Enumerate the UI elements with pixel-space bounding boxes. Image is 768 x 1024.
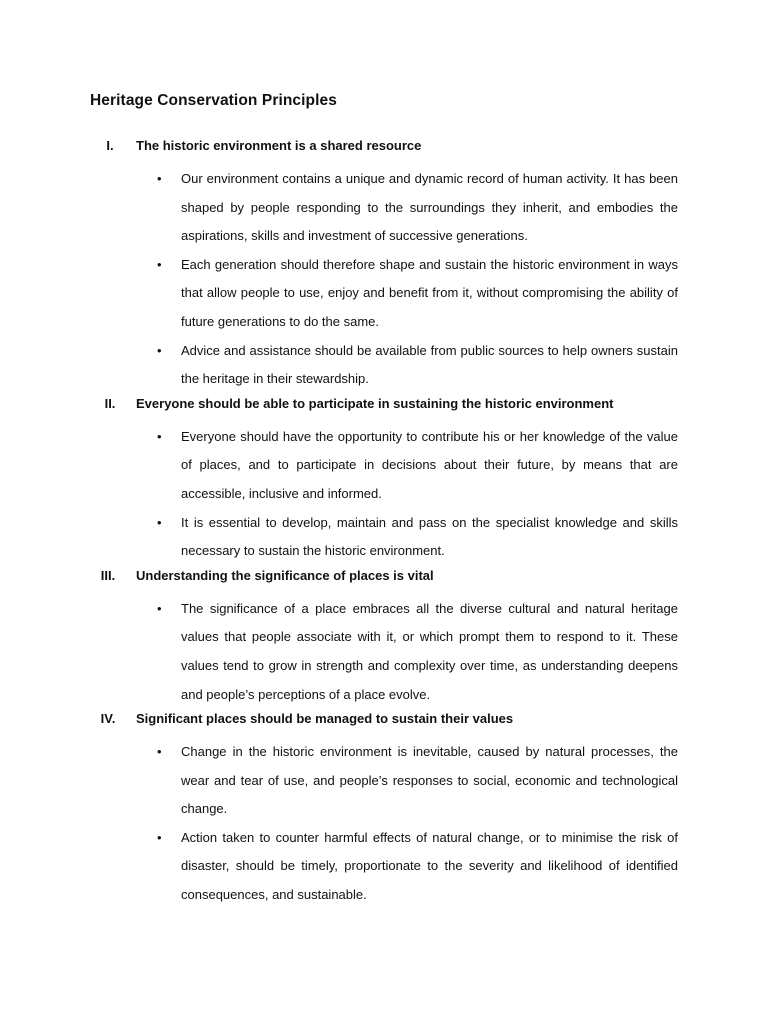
bullet-icon: • (157, 256, 162, 272)
section-numeral: II. (104, 395, 116, 411)
bullet-icon: • (157, 829, 162, 845)
list-item (157, 824, 678, 910)
list-item (157, 251, 678, 337)
principles-list (0, 136, 768, 910)
bullet-icon: • (157, 744, 162, 760)
section-title: Everyone should be able to participate in sustaining the historic environment (136, 395, 614, 411)
section-numeral: III. (100, 567, 116, 583)
section-title: Understanding the significance of places is vital (136, 567, 434, 583)
bullet-text: Change in the historic environment is inevitable, caused by natural processes, the wear and tear of use, and people’s responses to social, economic and technological change. (181, 744, 678, 817)
bullet-icon: • (157, 171, 162, 186)
section-heading (0, 136, 768, 165)
bullet-text: Everyone should have the opportunity to contribute his or her knowledge of the value of places, and to participate in decisions about their future, by means that are accessible, inclusive and informed. (181, 428, 678, 501)
section-title: The historic environment is a shared resource (136, 138, 422, 153)
list-item (157, 738, 678, 824)
section-heading (0, 566, 768, 595)
bullet-icon: • (157, 600, 162, 616)
bullet-text: Advice and assistance should be available from public sources to help owners sustain the heritage in their stewardship. (181, 342, 678, 387)
bullet-text: Action taken to counter harmful effects of natural change, or to minimise the risk of disaster, should be timely, proportionate to the severity and likelihood of identified consequences, and sustainable. (181, 829, 678, 903)
list-item (157, 595, 678, 709)
section-heading (0, 394, 768, 423)
list-item (157, 165, 678, 251)
bullet-text: It is essential to develop, maintain and pass on the specialist knowledge and skills necessary to sustain the historic environment. (181, 514, 678, 559)
bullet-icon: • (157, 342, 162, 358)
list-item (157, 337, 678, 394)
document-title: Heritage Conservation Principles (90, 92, 337, 109)
bullet-icon: • (157, 428, 162, 444)
section-title: Significant places should be managed to sustain their values (136, 711, 514, 727)
section-numeral: IV. (100, 711, 116, 727)
list-item (157, 423, 678, 509)
list-item (157, 509, 678, 566)
section-heading (0, 709, 768, 738)
bullet-text: The significance of a place embraces all the diverse cultural and natural heritage values that people associate with it, or which prompt them to respond to it. These values tend to grow in strength and complexity over time, as understanding deepens and people’s perceptions of a place evolve. (181, 600, 678, 702)
bullet-text: Our environment contains a unique and dynamic record of human activity. It has been shaped by people responding to the surroundings they inherit, and embodies the aspirations, skills and investment of successive generations. (181, 171, 678, 244)
bullet-icon: • (157, 514, 162, 530)
bullet-text: Each generation should therefore shape and sustain the historic environment in ways that allow people to use, enjoy and benefit from it, without compromising the ability of future generations to do the same. (181, 256, 678, 329)
section-numeral: I. (106, 138, 114, 153)
